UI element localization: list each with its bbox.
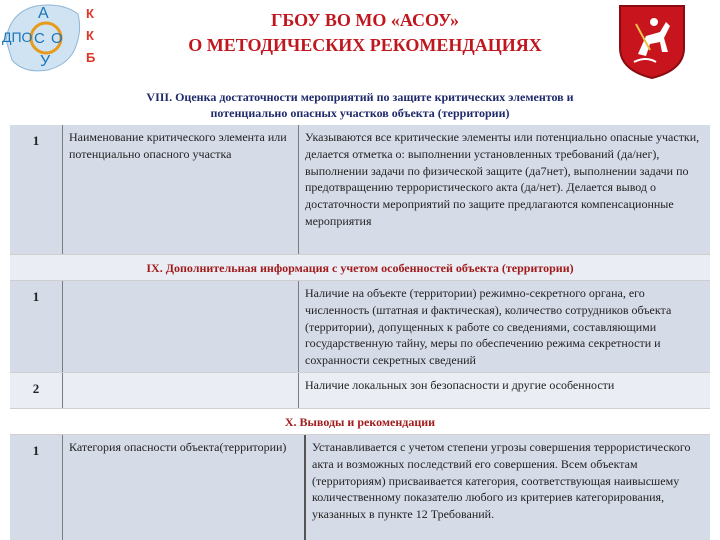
table-row: [10, 281, 710, 373]
row-description: Указываются все критические элементы или потенциально опасные участки, делается отметка о: выполнении установленных требований (да/нег), выполнении задачи по физической защите (да7нет), выполнении задачи по предотвращению террористического акта (да/нет). Делается вывод о достаточности мероприятий по защите предлагаются компенсационные мероприятия: [298, 125, 710, 254]
row-name: Наименование критического элемента или потенциально опасного участка: [62, 125, 298, 254]
logo-letter-u: У: [40, 53, 51, 70]
logo-letter-k1: К: [86, 6, 94, 21]
logo-dpo-text: ДПО: [2, 29, 33, 45]
section-x-title: X. Выводы и рекомендации: [284, 415, 436, 429]
logo-letter-a: А: [38, 5, 49, 22]
row-name: [62, 281, 298, 372]
table-row: [10, 373, 710, 409]
page-title-line2: О МЕТОДИЧЕСКИХ РЕКОМЕНДАЦИЯХ: [188, 35, 542, 55]
table-row: [10, 435, 710, 540]
moscow-oblast-emblem: [616, 2, 688, 80]
logo-letter-k2: К: [86, 28, 94, 43]
logo-letter-s: С: [34, 30, 45, 47]
section-ix-row: [10, 255, 710, 281]
logo-letter-o: О: [51, 30, 63, 47]
row-number: 1: [32, 133, 40, 148]
row-number: 2: [32, 381, 40, 396]
section-viii-title-line1: VIII. Оценка достаточности мероприятий по защите критических элементов и: [146, 90, 574, 104]
section-x-row: [10, 409, 710, 435]
row-number: 1: [32, 443, 40, 458]
dpo-asou-logo: [0, 0, 110, 78]
logo-graphic: [0, 0, 110, 78]
page-title: [130, 8, 600, 58]
section-viii-title-line2: потенциально опасных участков объекта (территории): [210, 106, 510, 120]
page-title-line1: ГБОУ ВО МО «АСОУ»: [270, 10, 460, 30]
row-description: Наличие на объекте (территории) режимно-секретного органа, его численность (штатная и фактическая), количество сотрудников объекта (территории), допущенных к работе со сведениями, составляющими государственную тайну, меры по обеспечению режима секретности и сохранности секретных сведений: [298, 281, 710, 372]
slide-header: [0, 0, 720, 80]
row-description: Наличие локальных зон безопасности и другие особенности: [298, 373, 710, 408]
row-description: Устанавливается с учетом степени угрозы совершения террористического акта и возможных последствий его совершения. Всем объектам (территориям) присваивается категория, соответствующая наивысшему количественному показателю любого из критериев категорирования, указанных в пункте 12 Требований.: [304, 435, 710, 540]
coat-of-arms-icon: [616, 2, 688, 80]
row-number: 1: [32, 289, 40, 304]
table-row: [10, 125, 710, 255]
section-viii-title: [60, 89, 660, 121]
logo-letter-b: Б: [86, 50, 96, 65]
row-name: [62, 373, 298, 408]
section-ix-title: IX. Дополнительная информация с учетом особенностей объекта (территории): [146, 261, 574, 275]
row-name: Категория опасности объекта(территории): [62, 435, 304, 540]
